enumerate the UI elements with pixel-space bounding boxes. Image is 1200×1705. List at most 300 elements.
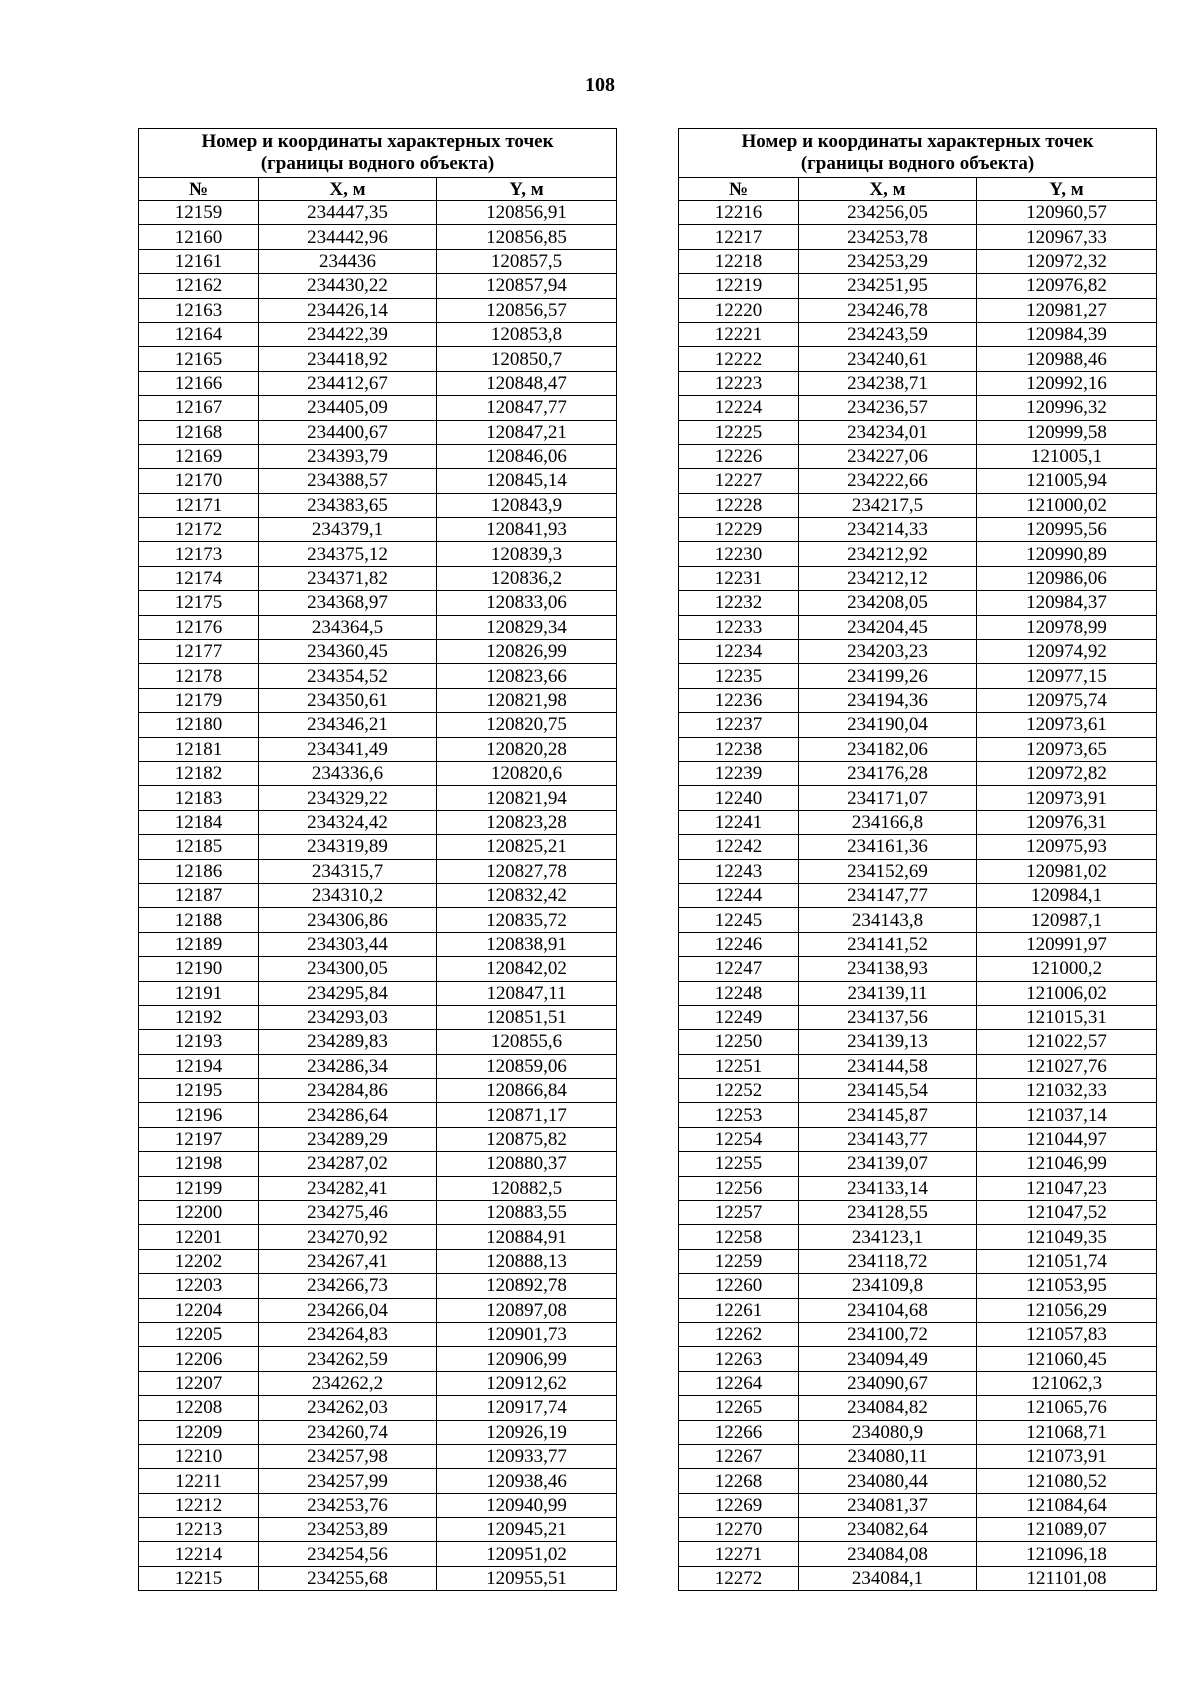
table-row [139,615,617,639]
y-coordinate: 121037,14 [977,1103,1157,1127]
table-row [679,981,1157,1005]
x-coordinate: 234176,28 [799,761,977,785]
y-coordinate: 120847,21 [437,420,617,444]
y-coordinate: 121000,2 [977,957,1157,981]
point-number: 12258 [679,1225,799,1249]
x-coordinate: 234350,61 [259,688,437,712]
y-coordinate: 120917,74 [437,1396,617,1420]
x-coordinate: 234212,92 [799,542,977,566]
y-coordinate: 120847,77 [437,396,617,420]
y-coordinate: 120820,75 [437,713,617,737]
x-coordinate: 234118,72 [799,1249,977,1273]
x-coordinate: 234161,36 [799,835,977,859]
y-coordinate: 120823,66 [437,664,617,688]
point-number: 12259 [679,1249,799,1273]
x-coordinate: 234251,95 [799,274,977,298]
y-coordinate: 120981,02 [977,859,1157,883]
table-row [139,1249,617,1273]
table-row [679,1176,1157,1200]
y-coordinate: 120901,73 [437,1322,617,1346]
y-coordinate: 121101,08 [977,1566,1157,1590]
table-row [139,1347,617,1371]
table-row [139,1322,617,1346]
x-coordinate: 234123,1 [799,1225,977,1249]
y-coordinate: 121057,83 [977,1322,1157,1346]
y-coordinate: 120882,5 [437,1176,617,1200]
x-coordinate: 234255,68 [259,1566,437,1590]
point-number: 12251 [679,1054,799,1078]
point-number: 12177 [139,640,259,664]
x-coordinate: 234084,1 [799,1566,977,1590]
x-coordinate: 234238,71 [799,371,977,395]
x-coordinate: 234262,59 [259,1347,437,1371]
y-coordinate: 121049,35 [977,1225,1157,1249]
x-coordinate: 234214,33 [799,518,977,542]
table-row [679,835,1157,859]
table-row [679,1201,1157,1225]
y-coordinate: 120820,6 [437,761,617,785]
x-coordinate: 234199,26 [799,664,977,688]
table-row [679,1127,1157,1151]
point-number: 12200 [139,1201,259,1225]
point-number: 12260 [679,1274,799,1298]
point-number: 12184 [139,810,259,834]
table-row [679,225,1157,249]
point-number: 12171 [139,493,259,517]
table-row [139,542,617,566]
x-coordinate: 234295,84 [259,981,437,1005]
table-row [139,298,617,322]
point-number: 12242 [679,835,799,859]
table-row [679,1396,1157,1420]
point-number: 12265 [679,1396,799,1420]
table-title-line1: Номер и координаты характерных точек [741,131,1094,153]
y-coordinate: 120820,28 [437,737,617,761]
x-coordinate: 234253,89 [259,1518,437,1542]
x-coordinate: 234270,92 [259,1225,437,1249]
table-row [139,908,617,932]
point-number: 12261 [679,1298,799,1322]
table-row [139,957,617,981]
x-coordinate: 234227,06 [799,444,977,468]
x-coordinate: 234346,21 [259,713,437,737]
x-coordinate: 234364,5 [259,615,437,639]
table-row [679,737,1157,761]
column-header-number: № [139,178,259,201]
table-row [139,1005,617,1029]
x-coordinate: 234400,67 [259,420,437,444]
y-coordinate: 120967,33 [977,225,1157,249]
point-number: 12256 [679,1176,799,1200]
x-coordinate: 234286,64 [259,1103,437,1127]
x-coordinate: 234405,09 [259,396,437,420]
y-coordinate: 120856,57 [437,298,617,322]
y-coordinate: 121027,76 [977,1054,1157,1078]
table-row [139,274,617,298]
table-row [139,1103,617,1127]
point-number: 12205 [139,1322,259,1346]
x-coordinate: 234080,44 [799,1469,977,1493]
table-row [139,1542,617,1566]
y-coordinate: 120940,99 [437,1493,617,1517]
y-coordinate: 121062,3 [977,1371,1157,1395]
x-coordinate: 234287,02 [259,1152,437,1176]
x-coordinate: 234084,08 [799,1542,977,1566]
x-coordinate: 234084,82 [799,1396,977,1420]
x-coordinate: 234262,03 [259,1396,437,1420]
point-number: 12170 [139,469,259,493]
point-number: 12249 [679,1005,799,1029]
x-coordinate: 234260,74 [259,1420,437,1444]
x-coordinate: 234360,45 [259,640,437,664]
point-number: 12168 [139,420,259,444]
table-row [139,420,617,444]
x-coordinate: 234236,57 [799,396,977,420]
x-coordinate: 234289,29 [259,1127,437,1151]
x-coordinate: 234081,37 [799,1493,977,1517]
x-coordinate: 234354,52 [259,664,437,688]
point-number: 12159 [139,201,259,225]
column-header-number: № [679,178,799,201]
table-row [139,1444,617,1468]
table-row [139,225,617,249]
x-coordinate: 234267,41 [259,1249,437,1273]
y-coordinate: 120832,42 [437,883,617,907]
point-number: 12210 [139,1444,259,1468]
x-coordinate: 234217,5 [799,493,977,517]
point-number: 12220 [679,298,799,322]
point-number: 12207 [139,1371,259,1395]
table-row [139,371,617,395]
table-row [679,1298,1157,1322]
x-coordinate: 234222,66 [799,469,977,493]
x-coordinate: 234139,07 [799,1152,977,1176]
y-coordinate: 121084,64 [977,1493,1157,1517]
y-coordinate: 120992,16 [977,371,1157,395]
x-coordinate: 234303,44 [259,932,437,956]
table-row [679,761,1157,785]
y-coordinate: 120897,08 [437,1298,617,1322]
y-coordinate: 120999,58 [977,420,1157,444]
x-coordinate: 234262,2 [259,1371,437,1395]
x-coordinate: 234204,45 [799,615,977,639]
point-number: 12246 [679,932,799,956]
x-coordinate: 234145,87 [799,1103,977,1127]
page-number: 108 [585,74,615,96]
point-number: 12188 [139,908,259,932]
point-number: 12178 [139,664,259,688]
y-coordinate: 120974,92 [977,640,1157,664]
point-number: 12162 [139,274,259,298]
y-coordinate: 120839,3 [437,542,617,566]
x-coordinate: 234234,01 [799,420,977,444]
table-row [139,1152,617,1176]
x-coordinate: 234310,2 [259,883,437,907]
y-coordinate: 120836,2 [437,566,617,590]
table-row [679,1371,1157,1395]
y-coordinate: 120827,78 [437,859,617,883]
point-number: 12234 [679,640,799,664]
y-coordinate: 120972,32 [977,249,1157,273]
x-coordinate: 234082,64 [799,1518,977,1542]
table-row [139,322,617,346]
point-number: 12216 [679,201,799,225]
x-coordinate: 234393,79 [259,444,437,468]
coordinates-table-right [678,128,1157,1591]
point-number: 12252 [679,1079,799,1103]
x-coordinate: 234430,22 [259,274,437,298]
y-coordinate: 120850,7 [437,347,617,371]
table-row [139,1225,617,1249]
point-number: 12169 [139,444,259,468]
table-row [679,542,1157,566]
table-row [679,1420,1157,1444]
table-row [679,1030,1157,1054]
table-row [139,518,617,542]
point-number: 12175 [139,591,259,615]
y-coordinate: 120847,11 [437,981,617,1005]
x-coordinate: 234203,23 [799,640,977,664]
point-number: 12239 [679,761,799,785]
x-coordinate: 234243,59 [799,322,977,346]
y-coordinate: 120984,39 [977,322,1157,346]
x-coordinate: 234388,57 [259,469,437,493]
y-coordinate: 120888,13 [437,1249,617,1273]
table-row [679,1469,1157,1493]
x-coordinate: 234329,22 [259,786,437,810]
table-row [139,469,617,493]
table-row [679,1274,1157,1298]
table-row [139,1030,617,1054]
point-number: 12224 [679,396,799,420]
table-row [139,1201,617,1225]
table-row [679,1054,1157,1078]
point-number: 12237 [679,713,799,737]
table-row [679,615,1157,639]
table-row [139,591,617,615]
y-coordinate: 120866,84 [437,1079,617,1103]
point-number: 12179 [139,688,259,712]
point-number: 12215 [139,1566,259,1590]
y-coordinate: 120823,28 [437,810,617,834]
table-row [679,1079,1157,1103]
y-coordinate: 120991,97 [977,932,1157,956]
y-coordinate: 120995,56 [977,518,1157,542]
table-row [679,444,1157,468]
point-number: 12230 [679,542,799,566]
x-coordinate: 234254,56 [259,1542,437,1566]
point-number: 12240 [679,786,799,810]
y-coordinate: 120945,21 [437,1518,617,1542]
y-coordinate: 120838,91 [437,932,617,956]
point-number: 12161 [139,249,259,273]
y-coordinate: 120976,82 [977,274,1157,298]
x-coordinate: 234090,67 [799,1371,977,1395]
y-coordinate: 120996,32 [977,396,1157,420]
point-number: 12208 [139,1396,259,1420]
y-coordinate: 121080,52 [977,1469,1157,1493]
x-coordinate: 234094,49 [799,1347,977,1371]
x-coordinate: 234324,42 [259,810,437,834]
y-coordinate: 120883,55 [437,1201,617,1225]
point-number: 12225 [679,420,799,444]
x-coordinate: 234143,77 [799,1127,977,1151]
point-number: 12206 [139,1347,259,1371]
table-row [679,883,1157,907]
column-header-y: Y, м [977,178,1157,201]
point-number: 12222 [679,347,799,371]
point-number: 12165 [139,347,259,371]
table-row [679,688,1157,712]
table-body [139,201,617,1591]
y-coordinate: 120973,91 [977,786,1157,810]
x-coordinate: 234379,1 [259,518,437,542]
point-number: 12187 [139,883,259,907]
point-number: 12202 [139,1249,259,1273]
column-header-y: Y, м [437,178,617,201]
table-row [139,688,617,712]
y-coordinate: 120880,37 [437,1152,617,1176]
point-number: 12173 [139,542,259,566]
column-header-x: X, м [259,178,437,201]
y-coordinate: 120990,89 [977,542,1157,566]
y-coordinate: 120853,8 [437,322,617,346]
table-title-line2: (границы водного объекта) [800,153,1035,174]
x-coordinate: 234442,96 [259,225,437,249]
x-coordinate: 234133,14 [799,1176,977,1200]
table-row [679,1493,1157,1517]
x-coordinate: 234253,29 [799,249,977,273]
point-number: 12214 [139,1542,259,1566]
point-number: 12232 [679,591,799,615]
y-coordinate: 120978,99 [977,615,1157,639]
y-coordinate: 121006,02 [977,981,1157,1005]
table-row [679,1566,1157,1590]
table-row [139,1054,617,1078]
x-coordinate: 234104,68 [799,1298,977,1322]
x-coordinate: 234447,35 [259,201,437,225]
x-coordinate: 234145,54 [799,1079,977,1103]
table-row [679,1249,1157,1273]
y-coordinate: 120977,15 [977,664,1157,688]
x-coordinate: 234266,73 [259,1274,437,1298]
point-number: 12268 [679,1469,799,1493]
table-row [679,932,1157,956]
y-coordinate: 120843,9 [437,493,617,517]
x-coordinate: 234190,04 [799,713,977,737]
table-row [139,396,617,420]
table-row [679,786,1157,810]
table-row [679,591,1157,615]
point-number: 12181 [139,737,259,761]
table-row [139,444,617,468]
y-coordinate: 120835,72 [437,908,617,932]
y-coordinate: 120851,51 [437,1005,617,1029]
table-row [139,859,617,883]
x-coordinate: 234300,05 [259,957,437,981]
point-number: 12247 [679,957,799,981]
x-coordinate: 234293,03 [259,1005,437,1029]
y-coordinate: 120955,51 [437,1566,617,1590]
column-header-x: X, м [799,178,977,201]
x-coordinate: 234152,69 [799,859,977,883]
y-coordinate: 120906,99 [437,1347,617,1371]
y-coordinate: 120984,37 [977,591,1157,615]
y-coordinate: 120951,02 [437,1542,617,1566]
y-coordinate: 120984,1 [977,883,1157,907]
table-row [679,1444,1157,1468]
x-coordinate: 234212,12 [799,566,977,590]
y-coordinate: 120857,94 [437,274,617,298]
table-row [679,640,1157,664]
table-row [139,1493,617,1517]
point-number: 12236 [679,688,799,712]
y-coordinate: 120884,91 [437,1225,617,1249]
y-coordinate: 120987,1 [977,908,1157,932]
point-number: 12189 [139,932,259,956]
x-coordinate: 234139,11 [799,981,977,1005]
y-coordinate: 120972,82 [977,761,1157,785]
table-row [139,761,617,785]
point-number: 12269 [679,1493,799,1517]
table-row [139,1274,617,1298]
y-coordinate: 121065,76 [977,1396,1157,1420]
point-number: 12185 [139,835,259,859]
y-coordinate: 120912,62 [437,1371,617,1395]
point-number: 12164 [139,322,259,346]
table-row [679,469,1157,493]
table-row [139,810,617,834]
x-coordinate: 234436 [259,249,437,273]
point-number: 12231 [679,566,799,590]
y-coordinate: 121068,71 [977,1420,1157,1444]
x-coordinate: 234171,07 [799,786,977,810]
point-number: 12219 [679,274,799,298]
point-number: 12174 [139,566,259,590]
x-coordinate: 234253,78 [799,225,977,249]
x-coordinate: 234139,13 [799,1030,977,1054]
table-row [679,201,1157,225]
table-row [139,737,617,761]
point-number: 12218 [679,249,799,273]
x-coordinate: 234109,8 [799,1274,977,1298]
point-number: 12223 [679,371,799,395]
y-coordinate: 120871,17 [437,1103,617,1127]
x-coordinate: 234080,9 [799,1420,977,1444]
point-number: 12193 [139,1030,259,1054]
point-number: 12233 [679,615,799,639]
x-coordinate: 234166,8 [799,810,977,834]
table-row [679,322,1157,346]
point-number: 12190 [139,957,259,981]
x-coordinate: 234418,92 [259,347,437,371]
y-coordinate: 120960,57 [977,201,1157,225]
point-number: 12264 [679,1371,799,1395]
point-number: 12228 [679,493,799,517]
point-number: 12267 [679,1444,799,1468]
table-row [679,347,1157,371]
y-coordinate: 120833,06 [437,591,617,615]
table-row [139,1127,617,1151]
table-row [139,883,617,907]
point-number: 12255 [679,1152,799,1176]
table-row [139,664,617,688]
point-number: 12253 [679,1103,799,1127]
table-body [679,201,1157,1591]
x-coordinate: 234368,97 [259,591,437,615]
table-row [139,1396,617,1420]
point-number: 12182 [139,761,259,785]
